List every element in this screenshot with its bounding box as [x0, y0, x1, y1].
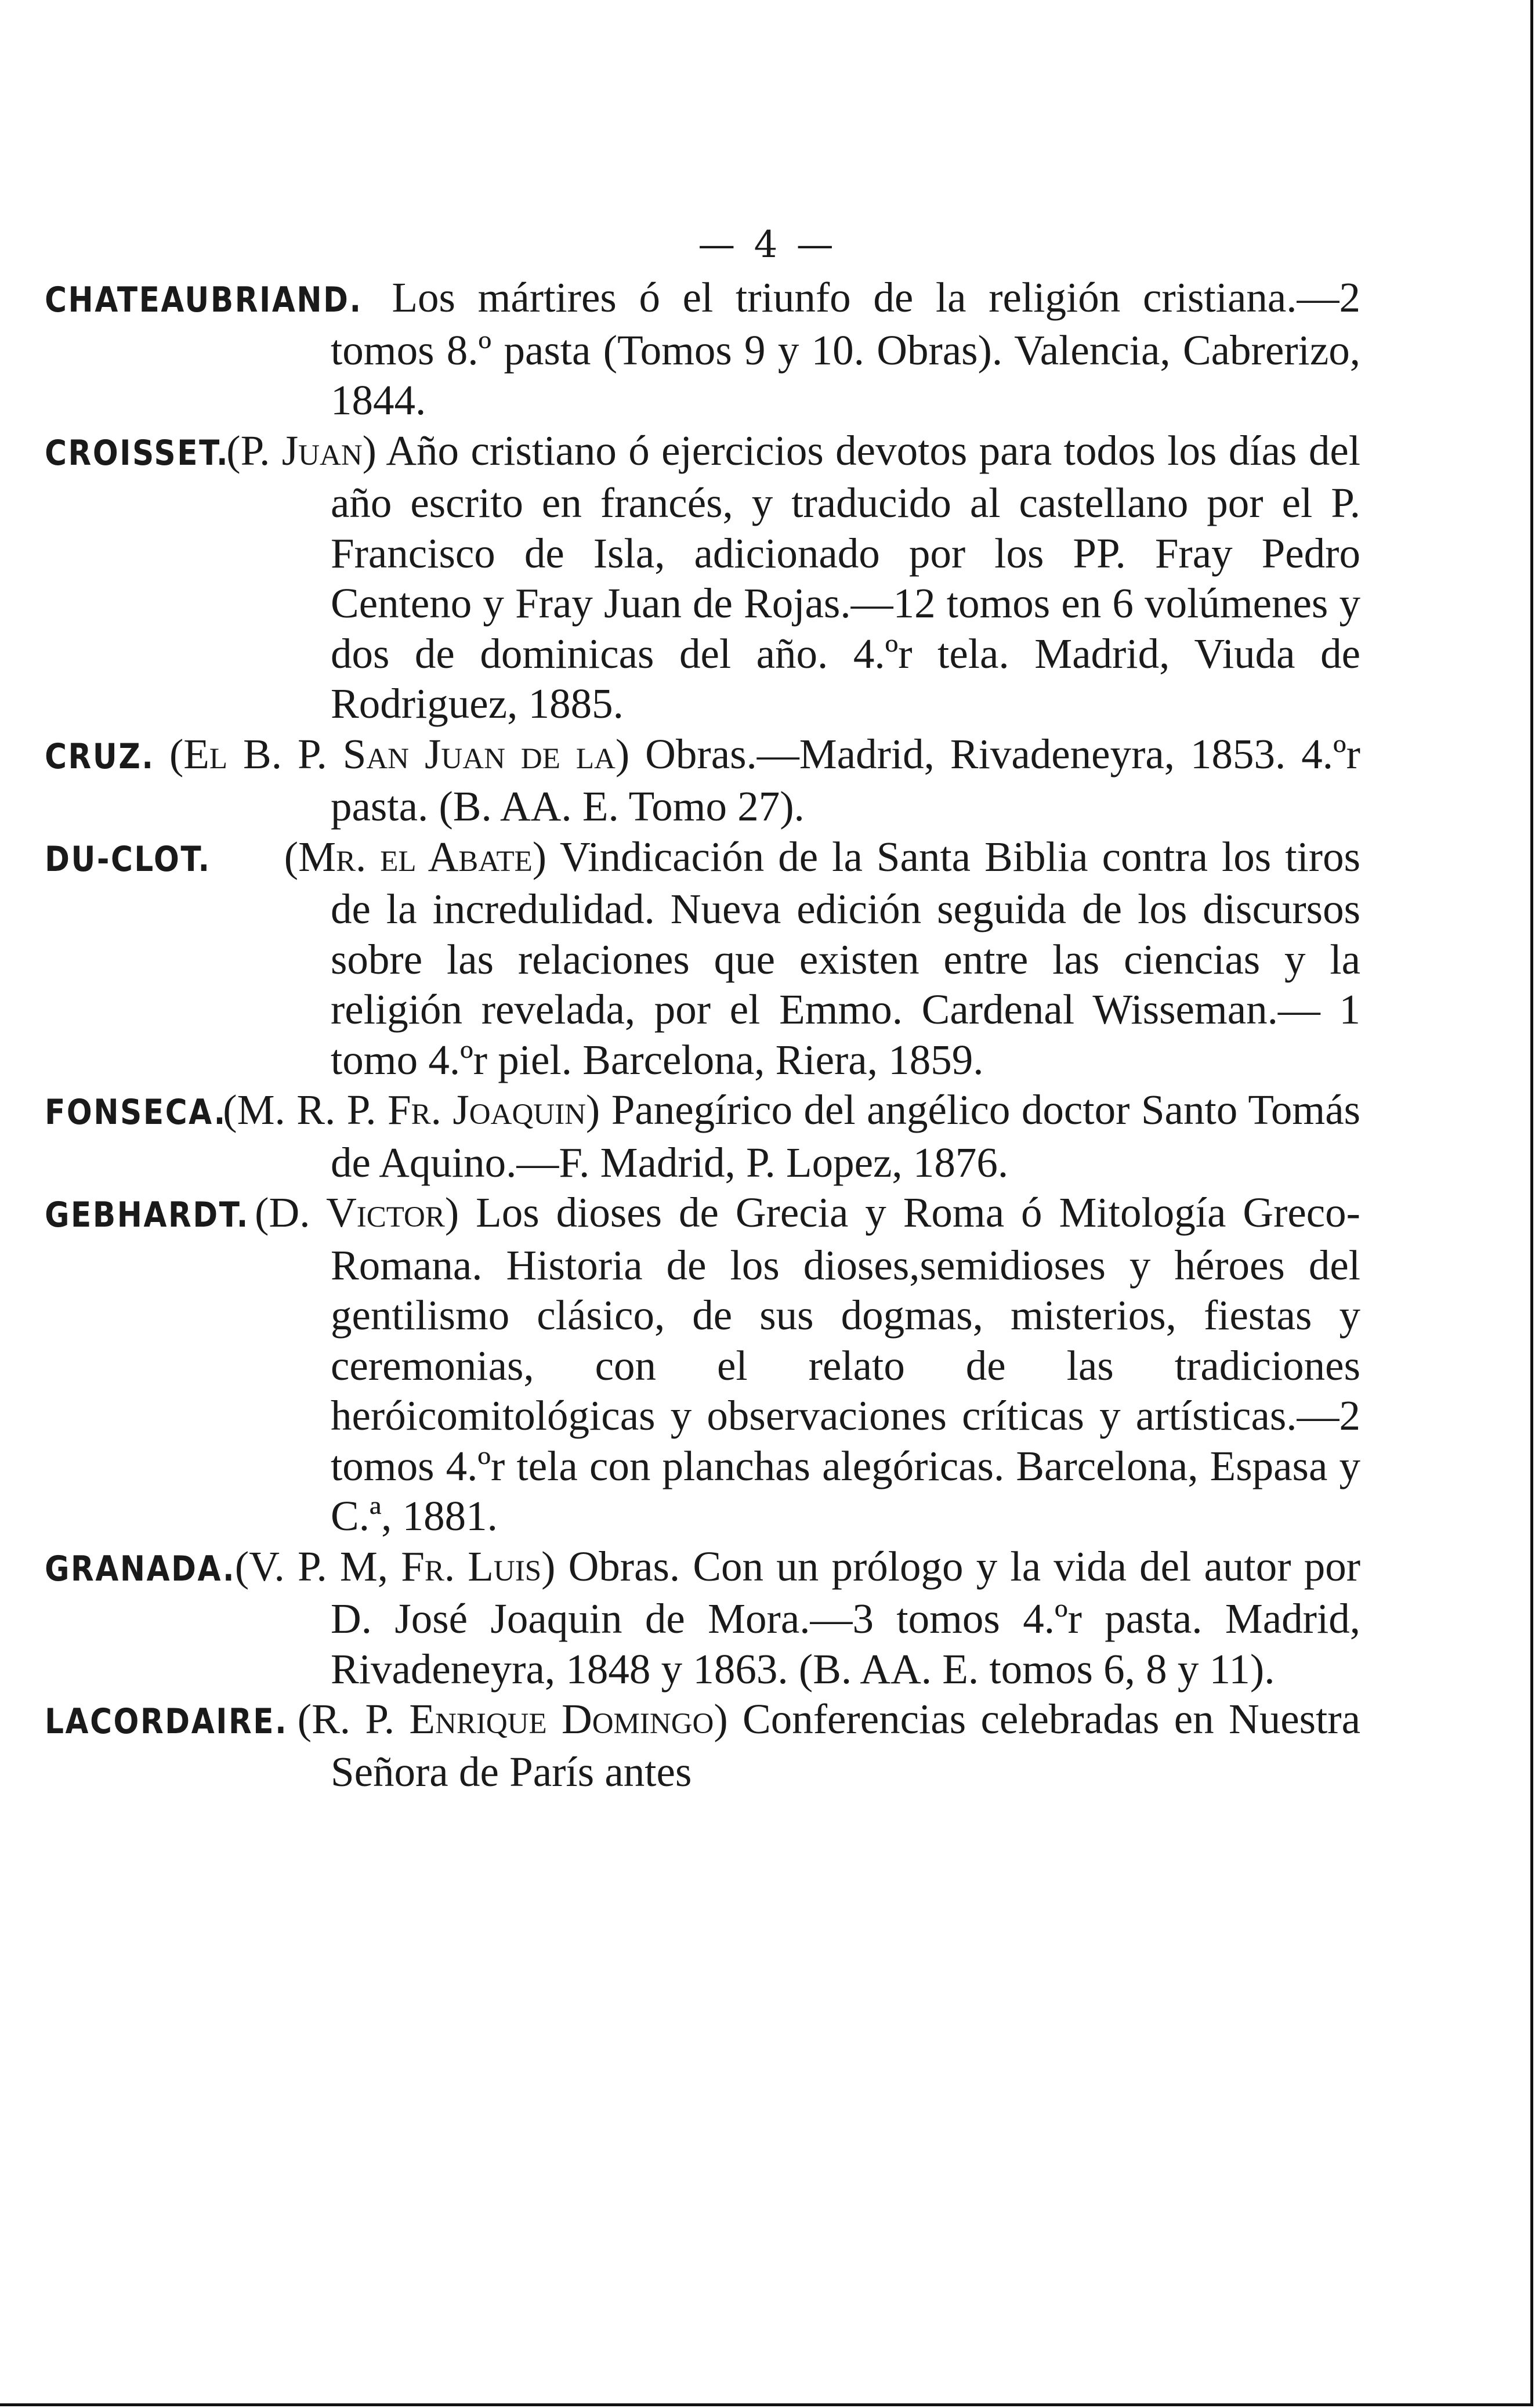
catalog-entry-granada — [45, 1542, 1361, 1695]
page-number: — 4 — — [698, 223, 837, 266]
entry-text: Obras.—Madrid, Rivadeneyra, 1853. 4.ºr pasta. (B. AA. E. Tomo 27). — [331, 730, 1360, 830]
entry-heading: GRANADA. — [45, 1548, 236, 1589]
entry-person: (V. P. M, Fr. Luis) — [234, 1542, 556, 1590]
catalog-entry-fonseca — [45, 1085, 1361, 1188]
entry-heading: FONSECA. — [45, 1092, 227, 1133]
entry-text: Panegírico del angélico doctor Santo Tomás de Aquino.—F. Madrid, P. Lopez, 1876. — [331, 1086, 1361, 1186]
entry-person: (Mr. el Abate) — [284, 833, 547, 880]
entry-text: Los dioses de Grecia y Roma ó Mitología Greco-Romana. Historia de los dioses,semidioses y héroes del gentilismo clásico, de sus dogmas, misterios, fiestas y ceremonias, con el relato de las tradiciones heróicomitológicas y observaciones críticas y artísticas.—2 tomos 4.ºr tela con planchas alegóricas. Barcelona, Espasa y C.ª, 1881. — [331, 1189, 1360, 1539]
entry-heading: GEBHARDT. — [45, 1195, 249, 1235]
catalog-entry-lacordaire — [45, 1694, 1361, 1797]
entry-text: Conferencias celebradas en Nuestra Señora de París antes — [331, 1695, 1361, 1795]
catalog-column — [45, 273, 1361, 1797]
entry-text: Los mártires ó el triunfo de la religión cristiana.—2 tomos 8.º pasta (Tomos 9 y 10. Obras). Valencia, Cabrerizo, 1844. — [331, 274, 1360, 424]
entry-text: Año cristiano ó ejercicios devotos para todos los días del año escrito en francés, y traducido al castellano por el P. Francisco de Isla, adicionado por los PP. Fray Pedro Centeno y Fray Juan de Rojas.—12 tomos en 6 volúmenes y dos de dominicas del año. 4.ºr tela. Madrid, Viuda de Rodriguez, 1885. — [331, 426, 1361, 727]
entry-heading: LACORDAIRE. — [45, 1701, 288, 1742]
entry-person: (R. P. Enrique Domingo) — [297, 1695, 728, 1742]
entry-text: Obras. Con un prólogo y la vida del autor por D. José Joaquin de Mora.—3 tomos 4.ºr pasta. Madrid, Rivadeneyra, 1848 y 1863. (B. AA. E. tomos 6, 8 y 11). — [331, 1542, 1361, 1693]
entry-person: (El B. P. San Juan de la) — [169, 730, 630, 778]
catalog-entry-gebhardt — [45, 1188, 1360, 1542]
catalog-entry-croisset — [45, 426, 1361, 729]
entry-heading: CROISSET. — [45, 432, 230, 473]
catalog-entry-du-clot — [45, 832, 1361, 1086]
entry-person: (M. R. P. Fr. Joaquin) — [223, 1086, 600, 1133]
entry-person: (P. Juan) — [226, 426, 376, 474]
entry-person: (D. Victor) — [255, 1189, 459, 1236]
catalog-entry-cruz: CRUZ. (El B. P. San Juan de la) Obras.—Madrid, Rivadeneyra, 1853. 4.ºr pasta. (B. AA. E. Tomo 27). — [45, 730, 1360, 830]
entry-heading: CHATEAUBRIAND. — [45, 280, 363, 320]
entry-heading: DU-CLOT. — [45, 838, 211, 880]
entry-text: Vindicación de la Santa Biblia contra los tiros de la incredulidad. Nueva edición seguida de los discursos sobre las relaciones que existen entre las ciencias y la religión revelada, por el Emmo. Cardenal Wisseman.— 1 tomo 4.ºr piel. Barcelona, Riera, 1859. — [331, 833, 1361, 1083]
catalog-entry-chateaubriand — [45, 273, 1360, 426]
